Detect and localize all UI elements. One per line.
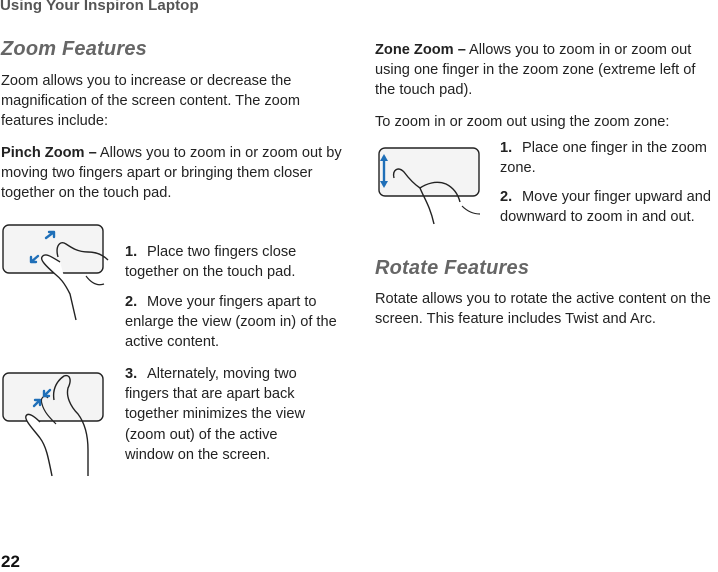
pinch-step-2 bbox=[125, 292, 350, 353]
rotate-paragraph: Rotate allows you to rotate the active content on the screen. This feature includes Twist and Arc. bbox=[375, 291, 711, 328]
step-text: Move your finger upward and downward to zoom in and out. bbox=[500, 189, 712, 226]
pinch-zoom-out-illustration bbox=[0, 370, 120, 478]
running-header: Using Your Inspiron Laptop bbox=[0, 0, 199, 14]
pinch-step-1 bbox=[125, 242, 350, 282]
zoom-features-heading: Zoom Features bbox=[1, 38, 147, 60]
zone-zoom-intro: To zoom in or zoom out using the zoom zone: bbox=[375, 114, 670, 130]
pinch-zoom-in-illustration bbox=[0, 222, 120, 330]
page-number: 22 bbox=[1, 552, 20, 571]
step-text: Move your fingers apart to enlarge the view (zoom in) of the active content. bbox=[125, 294, 337, 351]
step-number: 3. bbox=[125, 366, 138, 382]
pinch-zoom-description: Allows you to zoom in or zoom out by moving two fingers apart or bringing them closer together on the touch pad. bbox=[1, 145, 342, 202]
pinch-step-3 bbox=[125, 364, 330, 465]
rotate-features-heading: Rotate Features bbox=[375, 257, 530, 279]
zone-zoom-paragraph bbox=[375, 40, 718, 101]
zone-zoom-description: Allows you to zoom in or zoom out using one finger in the zoom zone (extreme left of the touch pad). bbox=[375, 42, 696, 99]
step-text: Place two fingers close together on the touch pad. bbox=[125, 244, 297, 281]
zone-step-1 bbox=[500, 138, 718, 178]
step-number: 2. bbox=[125, 294, 138, 310]
pinch-zoom-term: Pinch Zoom – bbox=[1, 145, 97, 161]
step-number: 1. bbox=[125, 244, 138, 260]
zone-zoom-term: Zone Zoom – bbox=[375, 42, 466, 58]
step-number: 2. bbox=[500, 189, 513, 205]
step-number: 1. bbox=[500, 140, 513, 156]
pinch-zoom-paragraph bbox=[1, 143, 351, 204]
zoom-intro-text: Zoom allows you to increase or decrease the magnification of the screen content. The zoom features include: bbox=[1, 73, 301, 130]
step-text: Place one finger in the zoom zone. bbox=[500, 140, 707, 177]
zone-zoom-illustration bbox=[376, 142, 501, 226]
zone-step-2 bbox=[500, 187, 718, 227]
step-text: Alternately, moving two fingers that are apart back together minimizes the view (zoom out) of the active window on the screen. bbox=[125, 366, 306, 463]
zoom-intro-paragraph bbox=[1, 71, 346, 132]
